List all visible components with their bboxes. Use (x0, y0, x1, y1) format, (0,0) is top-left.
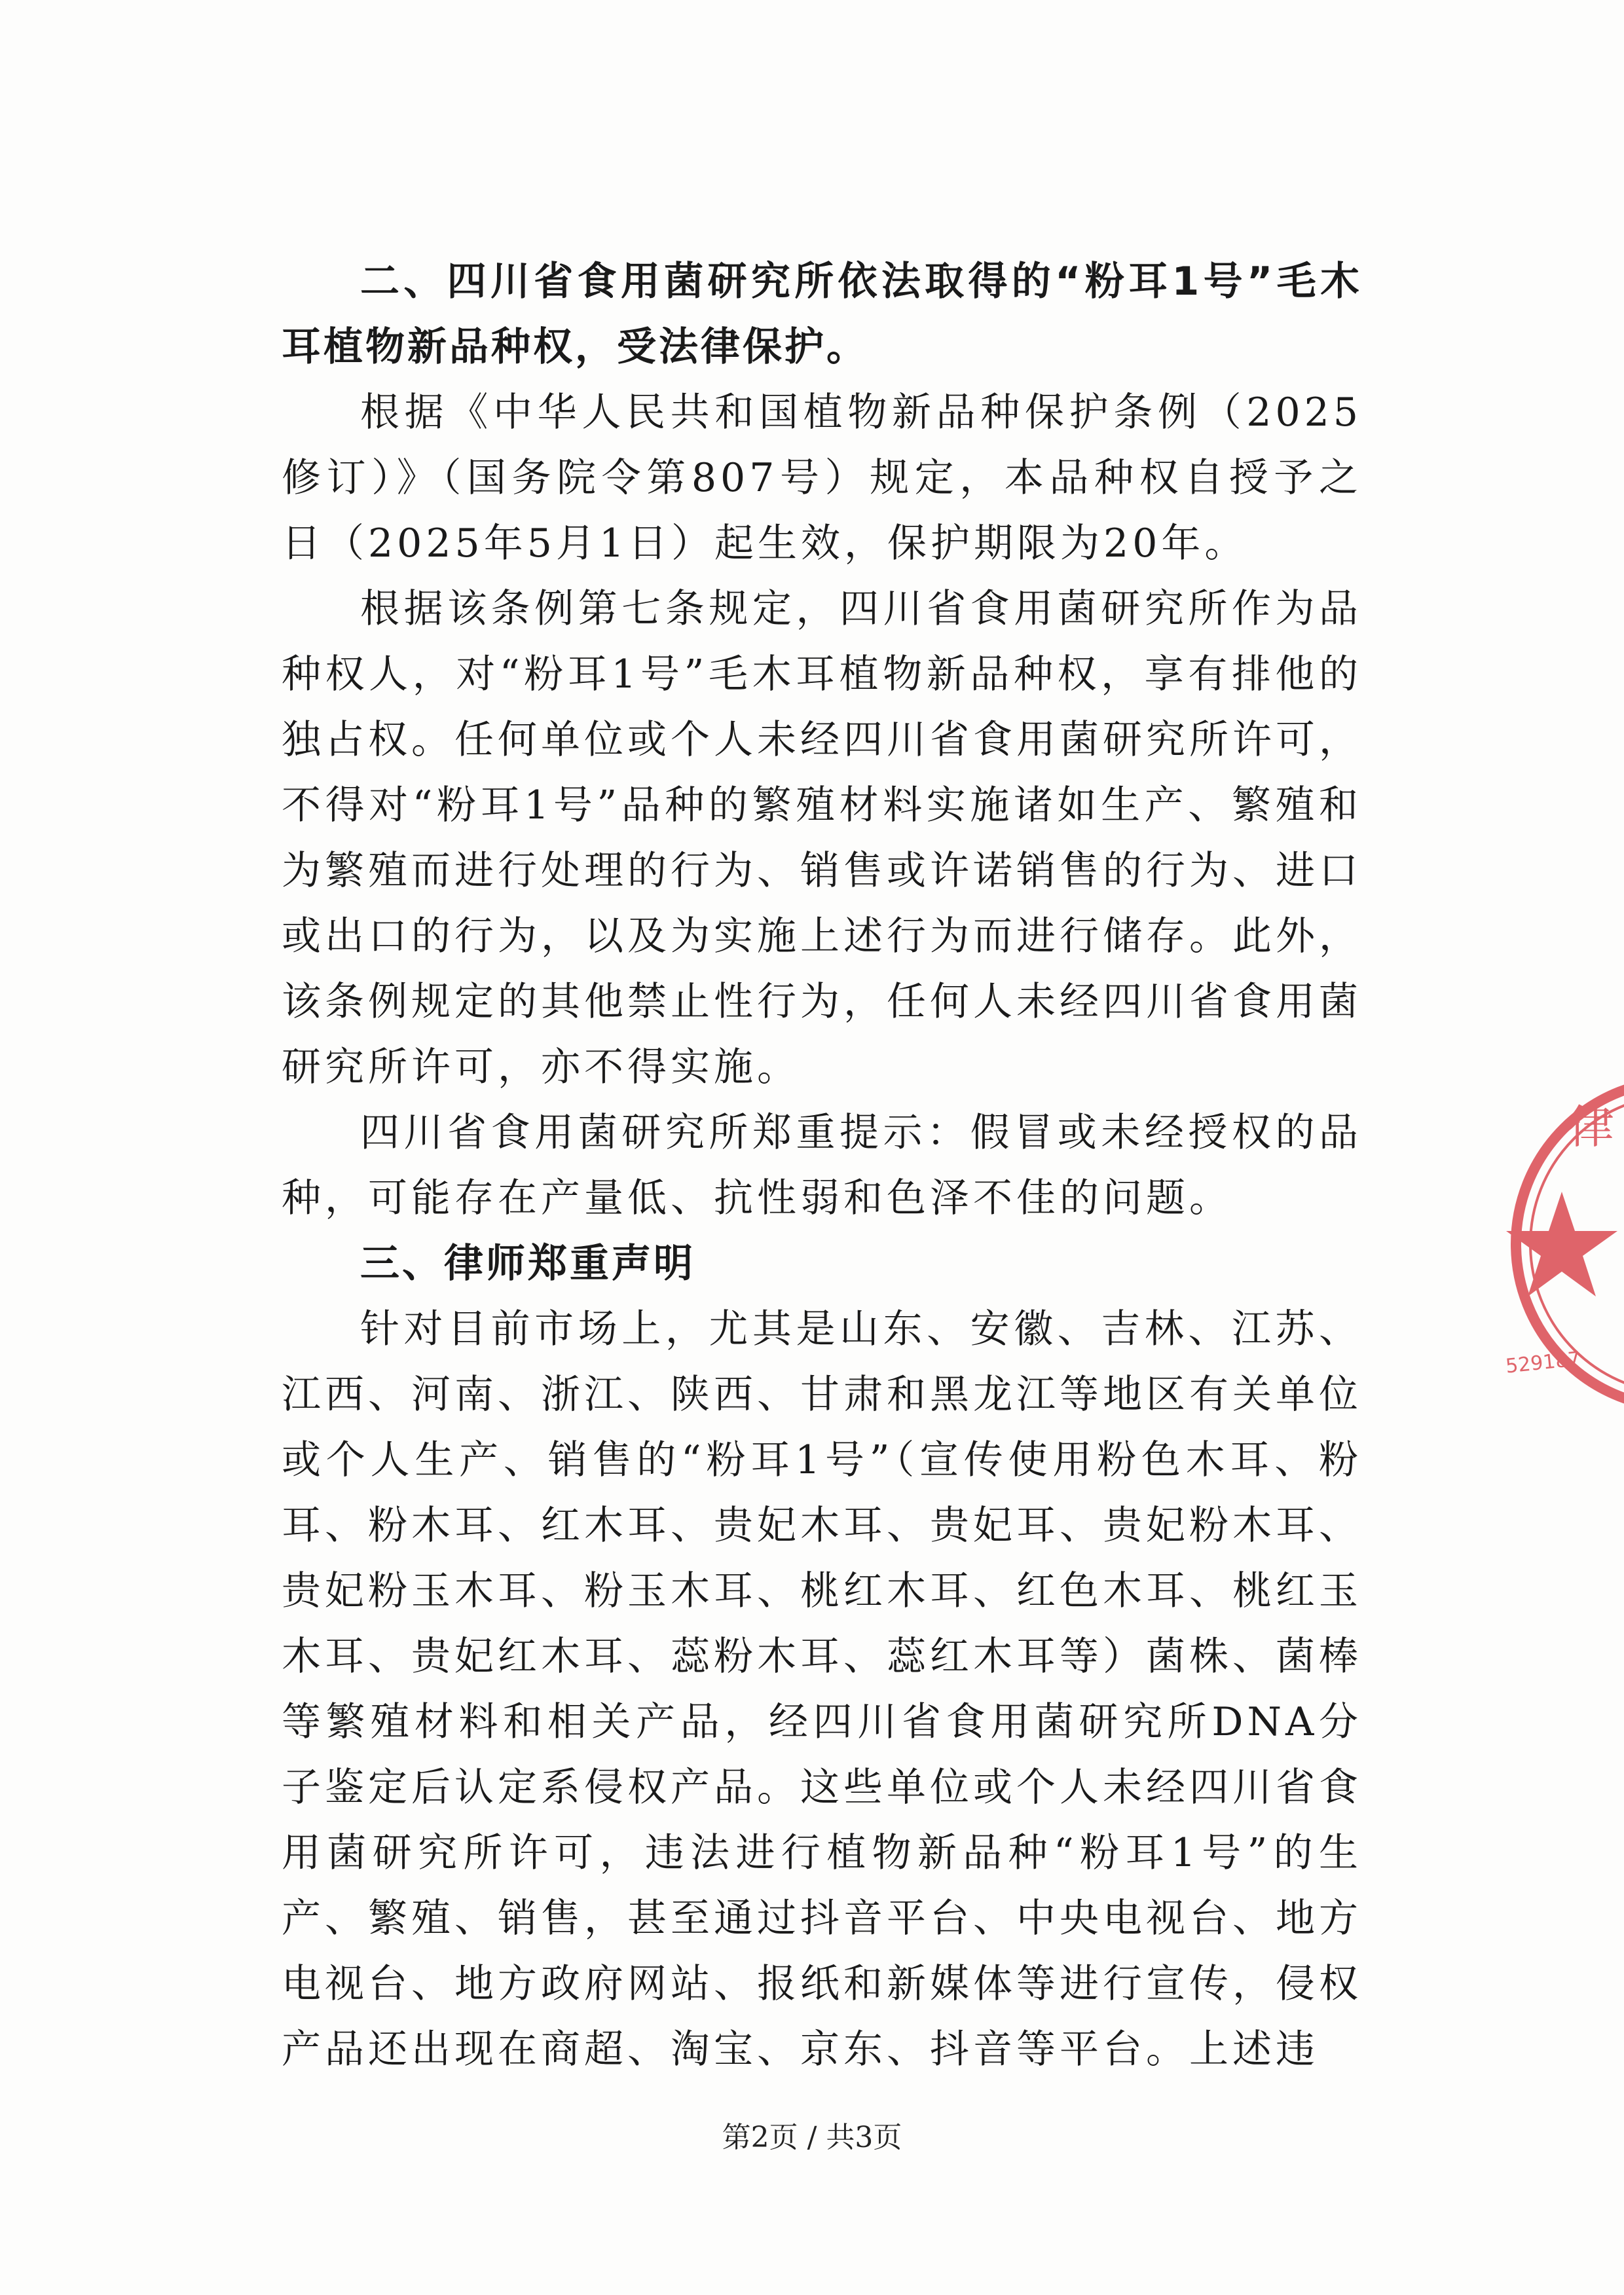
paragraph-exclusive-right: 根据该条例第七条规定，四川省食用菌研究所作为品种权人，对“粉耳1号”毛木耳植物新品种权，享有排他的独占权。任何单位或个人未经四川省食用菌研究所许可，不得对“粉耳1号”品种的繁殖材料实施诸如生产、繁殖和为繁殖而进行处理的行为、销售或许诺销售的行为、进口或出口的行为，以及为实施上述行为而进行储存。此外，该条例规定的其他禁止性行为，任何人未经四川省食用菌研究所许可，亦不得实施。 (282, 586, 1362, 1090)
seal-text-top: 律 (1568, 1100, 1614, 1154)
section-heading-3: 三、律师郑重声明 (360, 1241, 695, 1287)
law-firm-seal-stamp (1483, 1074, 1624, 1414)
document-body (282, 249, 1362, 2082)
paragraph-infringement: 针对目前市场上，尤其是山东、安徽、吉林、江苏、江西、河南、浙江、陕西、甘肃和黑龙江等地区有关单位或个人生产、销售的“粉耳1号”（宣传使用粉色木耳、粉耳、粉木耳、红木耳、贵妃木耳、贵妃耳、贵妃粉木耳、贵妃粉玉木耳、粉玉木耳、桃红木耳、红色木耳、桃红玉木耳、贵妃红木耳、蕊粉木耳、蕊红木耳等）菌株、菌棒等繁殖材料和相关产品，经四川省食用菌研究所DNA分子鉴定后认定系侵权产品。这些单位或个人未经四川省食用菌研究所许可，违法进行植物新品种“粉耳1号”的生产、繁殖、销售，甚至通过抖音平台、中央电视台、地方电视台、地方政府网站、报纸和新媒体等进行宣传，侵权产品还出现在商超、淘宝、京东、抖音等平台。上述违 (282, 1306, 1362, 2072)
paragraph-regulation: 根据《中华人民共和国植物新品种保护条例（2025修订）》（国务院令第807号）规定，本品种权自授予之日（2025年5月1日）起生效，保护期限为20年。 (282, 390, 1362, 566)
page-number-footer: 第2页 / 共3页 (722, 2121, 902, 2154)
seal-text-bottom: 529187 (1504, 1347, 1582, 1378)
paragraph-warning: 四川省食用菌研究所郑重提示：假冒或未经授权的品种，可能存在产量低、抗性弱和色泽不佳的问题。 (282, 1110, 1362, 1221)
section-heading-2: 二、四川省食用菌研究所依法取得的“粉耳1号”毛木耳植物新品种权，受法律保护。 (282, 259, 1362, 370)
